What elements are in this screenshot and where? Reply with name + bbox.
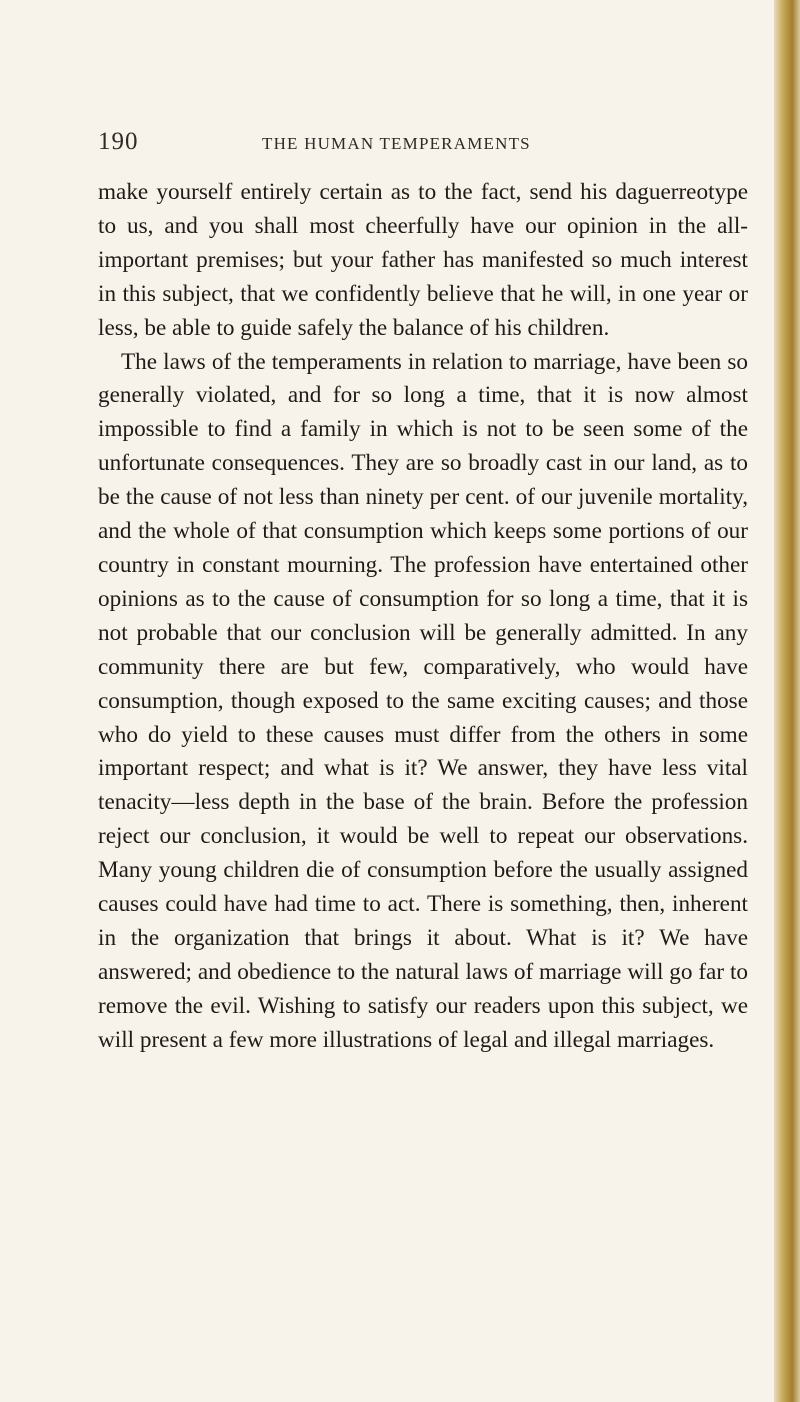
page-number: 190 [98,128,139,155]
paragraph-1: make yourself entirely certain as to the fact, send his daguerreotype to us, and you shall most cheerfully have our opinion in the all-important premises; but your father has manifested so much interest in this subject, that we confidently believe that he will, in one year or less, be able to guide safely the balance of his children. [98,179,748,341]
page-header [98,128,778,162]
running-head: THE HUMAN TEMPERAMENTS [262,134,531,153]
paragraph-2: The laws of the temperaments in relation to marriage, have been so generally violated, and for so long a time, that it is now almost impossible to find a family in which is not to be seen some of the unfortunate consequences. They are so broadly cast in our land, as to be the cause of not less than ninety per cent. of our juvenile mortality, and the whole of that consumption which keeps some portions of our country in constant mourning. The profession have entertained other opinions as to the cause of consumption for so long a time, that it is not probable that our conclusion will be generally admitted. In any community there are but few, comparatively, who would have consumption, though exposed to the same exciting causes; and those who do yield to these causes must differ from the others in some important respect; and what is it? We answer, they have less vital tenacity—less depth in the base of the brain. Before the profession reject our conclusion, it would be well to repeat our observations. Many young children die of consumption before the usually assigned causes could have had time to act. There is something, then, inherent in the organization that brings it about. What is it? We have answered; and obedience to the natural laws of marriage will go far to remove the evil. Wishing to satisfy our readers upon this subject, we will present a few more illustrations of legal and illegal marriages. [98,348,748,1053]
body-text [98,176,748,1058]
page-edge-binding [774,0,800,1402]
